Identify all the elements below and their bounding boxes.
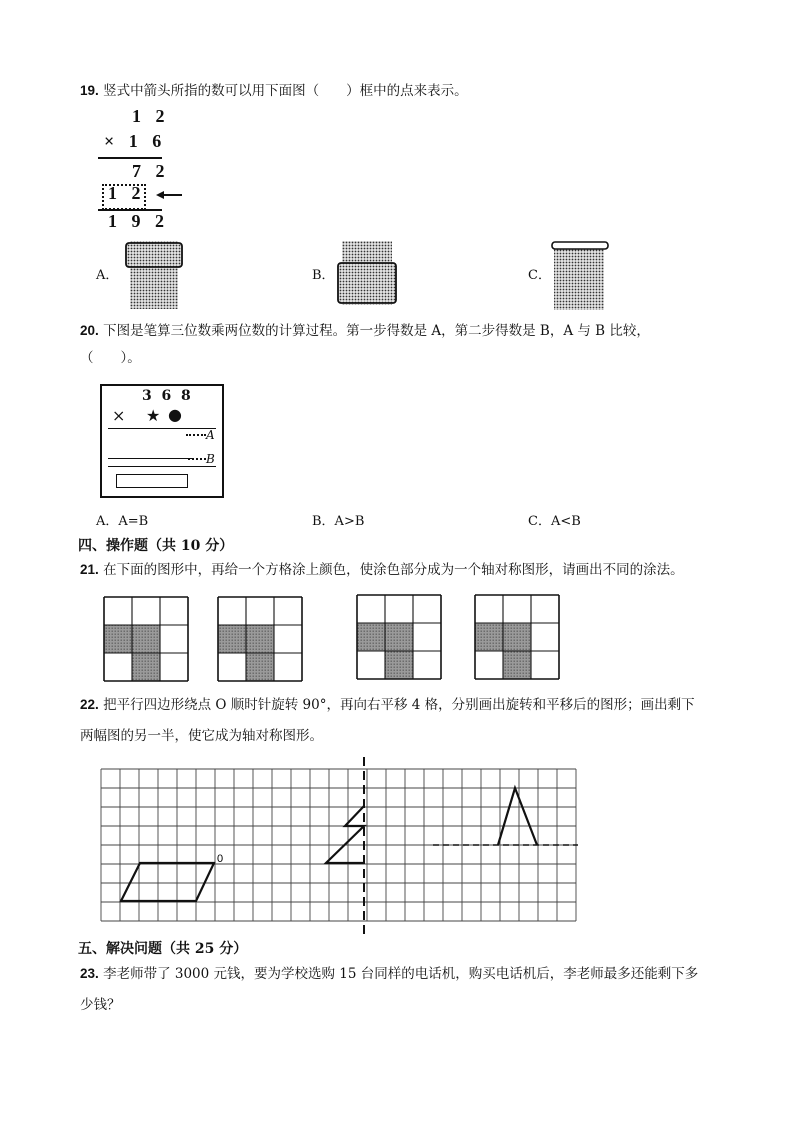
q21-grid-2[interactable]	[218, 597, 302, 681]
shaded-cell	[385, 651, 413, 679]
shaded-cell	[218, 625, 246, 653]
q21-text: 在下面的图形中，再给一个方格涂上颜色，使涂色部分成为一个轴对称图形，请画出不同的涂法。	[103, 562, 684, 578]
vm-line3: 7 2	[132, 161, 170, 181]
q20-digits: 3 6 8	[142, 388, 191, 404]
q21-grid-4[interactable]	[475, 595, 559, 679]
q20-option-c[interactable]: C．A<B	[528, 514, 581, 529]
shaded-cell	[104, 625, 132, 653]
vm-line4: 1 2	[108, 183, 146, 203]
shaded-cell	[132, 625, 160, 653]
q22-grid[interactable]	[96, 755, 586, 940]
q20-number: 20.	[80, 323, 99, 338]
shaded-cell	[503, 623, 531, 651]
q21-grid-1[interactable]	[104, 597, 188, 681]
q23-number: 23.	[80, 966, 99, 981]
q23-stem	[80, 964, 698, 984]
q23-text-line2: 少钱？	[80, 997, 121, 1013]
vm-line1: 1 2	[132, 106, 170, 126]
vm-line5: 1 9 2	[108, 211, 169, 231]
q21-grid-3[interactable]	[357, 595, 441, 679]
q20-option-b[interactable]: B．A>B	[312, 514, 365, 529]
shaded-cell	[475, 623, 503, 651]
shaded-cell	[246, 653, 274, 681]
shaded-cell	[132, 653, 160, 681]
section-5-title: 五、解决问题（共 25 分）	[78, 941, 248, 957]
q22-text-line1: 把平行四边形绕点 O 顺时针旋转 90°，再向右平移 4 格，分别画出旋转和平移后的图形；画出剩下	[103, 697, 695, 713]
shaded-cell	[246, 625, 274, 653]
star-icon: ★	[146, 406, 161, 425]
q19-option-a-label[interactable]: A．	[96, 268, 119, 283]
vm-line2: × 1 6	[104, 131, 167, 151]
q20-option-a[interactable]: A．A=B	[96, 514, 149, 529]
q20-times: ×	[112, 406, 126, 425]
q19-text: 竖式中箭头所指的数可以用下面图（ ）框中的点来表示。	[103, 83, 468, 99]
q22-stem	[80, 695, 695, 715]
q19-option-b-label[interactable]: B．	[312, 268, 335, 283]
section-4-title: 四、操作题（共 10 分）	[78, 538, 234, 554]
q22-number: 22.	[80, 697, 99, 712]
q20-text-line2: （ ）。	[80, 350, 141, 366]
shaded-cell	[385, 623, 413, 651]
shaded-cell	[357, 623, 385, 651]
dot-icon: ●	[168, 405, 182, 424]
point-o-label: 0	[217, 853, 224, 865]
q23-text-line1: 李老师带了 3000 元钱，要为学校选购 15 台同样的电话机，购买电话机后，李老师最多还能剩下多	[103, 966, 699, 982]
q20-label-b: B	[206, 452, 215, 466]
q21-number: 21.	[80, 562, 99, 577]
q22-text-line2: 两幅图的另一半，使它成为轴对称图形。	[80, 728, 323, 744]
q19-option-c-label[interactable]: C．	[528, 268, 551, 283]
shaded-cell	[503, 651, 531, 679]
half-figure-right	[498, 788, 537, 845]
q19-number: 19.	[80, 83, 99, 98]
q20-text-line1: 下图是笔算三位数乘两位数的计算过程。第一步得数是 A，第二步得数是 B，A 与 B 比较，	[103, 323, 650, 339]
parallelogram	[121, 863, 214, 901]
q20-label-a: A	[206, 428, 215, 442]
half-figure-left	[326, 806, 364, 863]
